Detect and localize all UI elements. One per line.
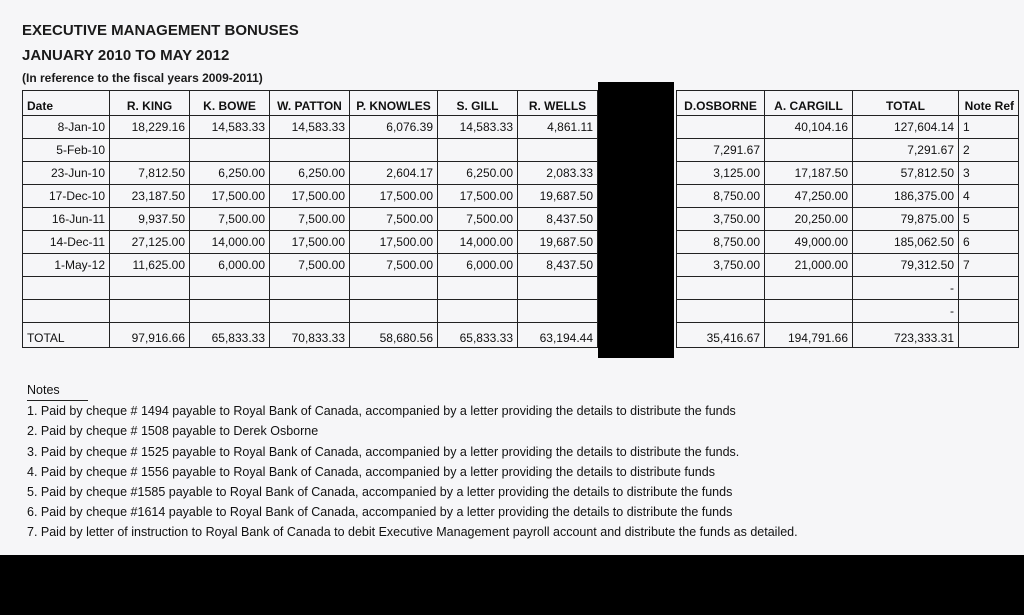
table-row [23,139,598,162]
column-header: W. PATTON [270,91,350,116]
amount-cell [270,139,350,162]
amount-cell: 17,500.00 [190,185,270,208]
table-row [23,231,598,254]
table-row [23,277,598,300]
notes-section [27,380,798,543]
amount-cell: 7,812.50 [110,162,190,185]
column-header: A. CARGILL [765,91,853,116]
date-cell: 16-Jun-11 [23,208,110,231]
amount-cell: 7,291.67 [677,139,765,162]
amount-cell: 8,437.50 [518,208,598,231]
amount-cell: - [853,277,959,300]
date-cell: 23-Jun-10 [23,162,110,185]
total-row [23,323,598,348]
amount-cell [110,277,190,300]
amount-cell: 2,083.33 [518,162,598,185]
amount-cell: 17,500.00 [350,185,438,208]
amount-cell: 3,750.00 [677,208,765,231]
total-cell: 70,833.33 [270,323,350,348]
note-item: 5. Paid by cheque #1585 payable to Royal Bank of Canada, accompanied by a letter providing the details to distribute the funds [27,485,733,500]
amount-cell: 7,500.00 [350,254,438,277]
amount-cell: 17,500.00 [350,231,438,254]
column-header: D.OSBORNE [677,91,765,116]
amount-cell [190,139,270,162]
table-row [677,231,1019,254]
amount-cell: 47,250.00 [765,185,853,208]
note-ref-cell [959,277,1019,300]
amount-cell [518,139,598,162]
note-ref-cell: 7 [959,254,1019,277]
table-row [677,185,1019,208]
date-cell: 5-Feb-10 [23,139,110,162]
amount-cell [350,139,438,162]
total-cell: 97,916.66 [110,323,190,348]
amount-cell: 21,000.00 [765,254,853,277]
amount-cell [110,139,190,162]
note-item: 1. Paid by cheque # 1494 payable to Royal Bank of Canada, accompanied by a letter providing the details to distribute the funds [27,404,736,419]
amount-cell [765,300,853,323]
amount-cell: 4,861.11 [518,116,598,139]
amount-cell [677,116,765,139]
amount-cell: 3,125.00 [677,162,765,185]
amount-cell [438,139,518,162]
note-ref-cell [959,300,1019,323]
black-background-strip [0,555,1024,615]
amount-cell: 127,604.14 [853,116,959,139]
amount-cell: 9,937.50 [110,208,190,231]
amount-cell: 40,104.16 [765,116,853,139]
note-ref-cell: 4 [959,185,1019,208]
note-ref-cell: 5 [959,208,1019,231]
amount-cell [110,300,190,323]
amount-cell: 19,687.50 [518,231,598,254]
total-row [677,323,1019,348]
note-item: 3. Paid by cheque # 1525 payable to Royal Bank of Canada, accompanied by a letter providing the details to distribute the funds. [27,444,740,459]
amount-cell [438,300,518,323]
table-row [677,208,1019,231]
total-cell: 65,833.33 [190,323,270,348]
note-ref-cell: 1 [959,116,1019,139]
left-bonus-table [22,90,598,348]
amount-cell: 6,250.00 [438,162,518,185]
date-cell: 1-May-12 [23,254,110,277]
amount-cell: 14,583.33 [438,116,518,139]
amount-cell: 14,000.00 [438,231,518,254]
column-header: R. KING [110,91,190,116]
amount-cell [270,277,350,300]
amount-cell: 14,000.00 [190,231,270,254]
amount-cell: 185,062.50 [853,231,959,254]
amount-cell: 3,750.00 [677,254,765,277]
amount-cell: 20,250.00 [765,208,853,231]
column-header: P. KNOWLES [350,91,438,116]
header-row [677,91,1019,116]
total-cell [959,323,1019,348]
amount-cell: 6,000.00 [438,254,518,277]
date-cell: 14-Dec-11 [23,231,110,254]
amount-cell: 79,312.50 [853,254,959,277]
table-row [677,300,1019,323]
amount-cell: 17,500.00 [438,185,518,208]
note-ref-cell: 3 [959,162,1019,185]
document-reference: (In reference to the fiscal years 2009-2011) [22,71,263,85]
amount-cell [438,277,518,300]
total-cell: 194,791.66 [765,323,853,348]
amount-cell: 7,500.00 [190,208,270,231]
note-ref-cell: 2 [959,139,1019,162]
date-cell [23,300,110,323]
table-row [677,116,1019,139]
amount-cell: 19,687.50 [518,185,598,208]
amount-cell [270,300,350,323]
amount-cell: 49,000.00 [765,231,853,254]
amount-cell: 79,875.00 [853,208,959,231]
note-ref-cell: 6 [959,231,1019,254]
amount-cell: 2,604.17 [350,162,438,185]
amount-cell [350,277,438,300]
table-row [677,277,1019,300]
total-cell: 723,333.31 [853,323,959,348]
amount-cell [677,300,765,323]
column-header: S. GILL [438,91,518,116]
column-header: K. BOWE [190,91,270,116]
amount-cell: 11,625.00 [110,254,190,277]
column-header: TOTAL [853,91,959,116]
amount-cell: 7,500.00 [350,208,438,231]
date-cell [23,277,110,300]
amount-cell [518,300,598,323]
amount-cell: 23,187.50 [110,185,190,208]
amount-cell [677,277,765,300]
right-bonus-table [676,90,1019,348]
total-cell: 65,833.33 [438,323,518,348]
amount-cell: 27,125.00 [110,231,190,254]
notes-heading: Notes [27,380,88,401]
note-item: 4. Paid by cheque # 1556 payable to Royal Bank of Canada, accompanied by a letter providing the details to distribute funds [27,464,715,479]
table-row [23,300,598,323]
total-label: TOTAL [23,323,110,348]
amount-cell [350,300,438,323]
amount-cell: 17,500.00 [270,231,350,254]
amount-cell [765,139,853,162]
amount-cell: 6,250.00 [190,162,270,185]
note-item: 6. Paid by cheque #1614 payable to Royal Bank of Canada, accompanied by a letter providing the details to distribute the funds [27,505,733,520]
document-period: JANUARY 2010 TO MAY 2012 [22,47,230,64]
amount-cell [765,277,853,300]
amount-cell: 8,437.50 [518,254,598,277]
total-cell: 58,680.56 [350,323,438,348]
amount-cell: 8,750.00 [677,231,765,254]
total-cell: 35,416.67 [677,323,765,348]
amount-cell: 6,000.00 [190,254,270,277]
header-row [23,91,598,116]
date-cell: 17-Dec-10 [23,185,110,208]
date-cell: 8-Jan-10 [23,116,110,139]
table-row [23,162,598,185]
amount-cell: 17,500.00 [270,185,350,208]
column-header: R. WELLS [518,91,598,116]
amount-cell: - [853,300,959,323]
amount-cell: 17,187.50 [765,162,853,185]
total-cell: 63,194.44 [518,323,598,348]
amount-cell [518,277,598,300]
amount-cell: 6,076.39 [350,116,438,139]
column-header: Note Ref [959,91,1019,116]
amount-cell: 7,500.00 [270,254,350,277]
table-row [677,139,1019,162]
amount-cell: 18,229.16 [110,116,190,139]
table-row [677,254,1019,277]
table-row [23,185,598,208]
amount-cell: 8,750.00 [677,185,765,208]
amount-cell: 186,375.00 [853,185,959,208]
redaction-block [598,82,674,358]
amount-cell [190,277,270,300]
amount-cell: 7,500.00 [270,208,350,231]
table-row [677,162,1019,185]
amount-cell: 7,500.00 [438,208,518,231]
note-item: 7. Paid by letter of instruction to Royal Bank of Canada to debit Executive Management payroll account and distribute the funds as detailed. [27,525,798,540]
amount-cell [190,300,270,323]
table-row [23,116,598,139]
note-item: 2. Paid by cheque # 1508 payable to Derek Osborne [27,424,319,439]
amount-cell: 6,250.00 [270,162,350,185]
amount-cell: 14,583.33 [270,116,350,139]
document-title: EXECUTIVE MANAGEMENT BONUSES [22,22,299,39]
column-header: Date [23,91,110,116]
table-row [23,254,598,277]
amount-cell: 7,291.67 [853,139,959,162]
table-row [23,208,598,231]
amount-cell: 57,812.50 [853,162,959,185]
amount-cell: 14,583.33 [190,116,270,139]
